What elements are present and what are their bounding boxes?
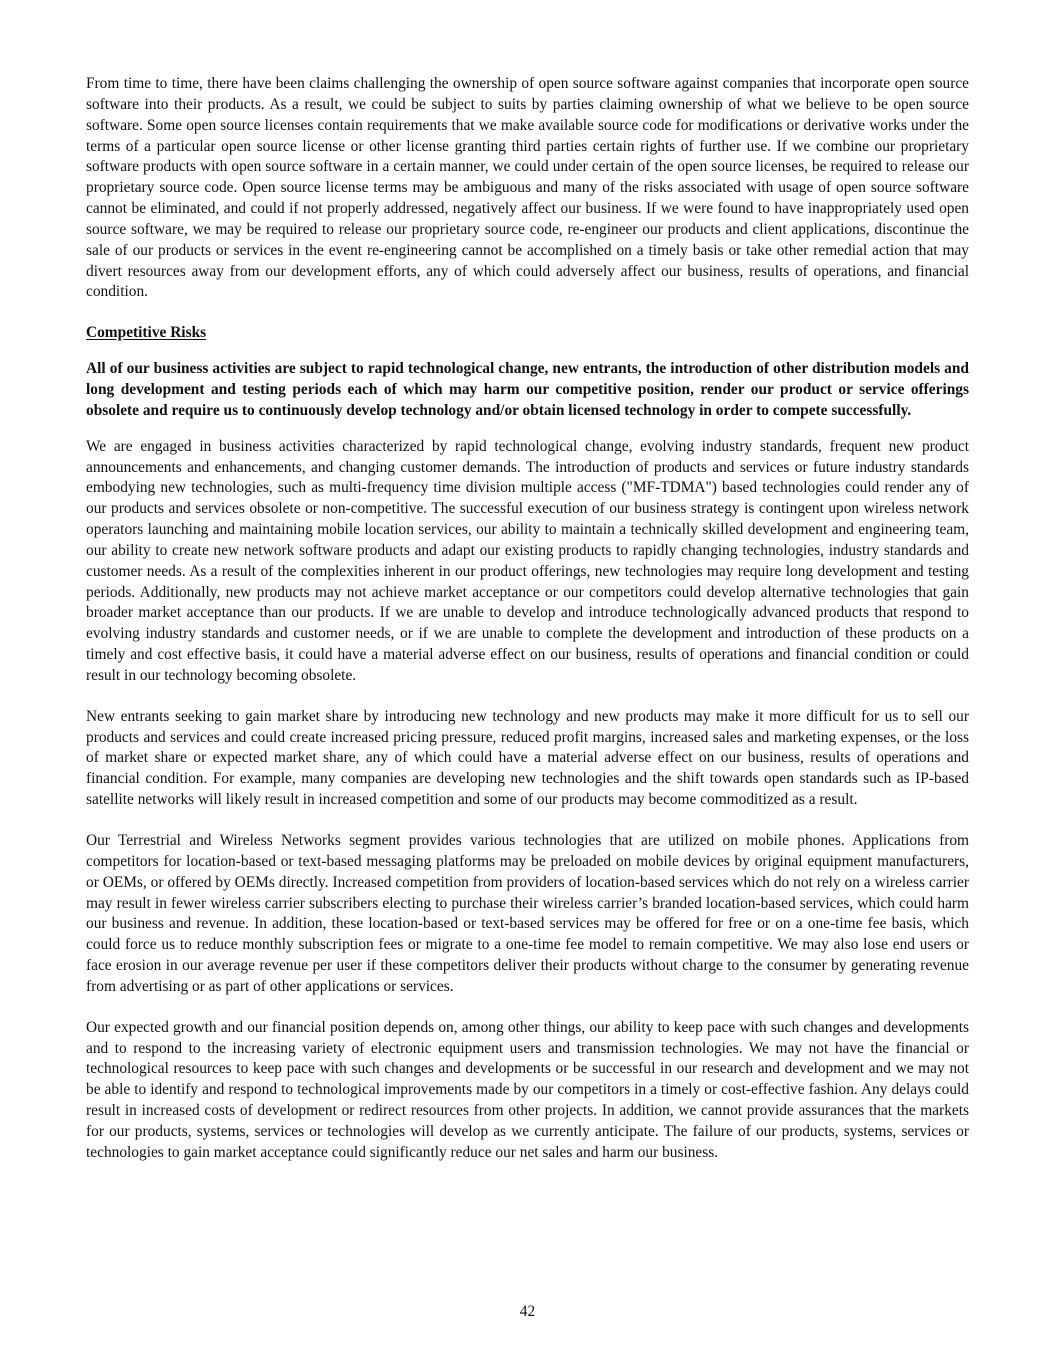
paragraph-open-source-claims: From time to time, there have been claims challenging the ownership of open source software against companies that incorporate open source software into their products. As a result, we could be subject to suits by parties claiming ownership of what we believe to be open source software. Some open source licenses contain requirements that we make available source code for modifications or derivative works under the terms of a particular open source license or other license granting third parties certain rights of further use. If we combine our proprietary software products with open source software in a certain manner, we could under certain of the open source licenses, be required to release our proprietary source code. Open source license terms may be ambiguous and many of the risks associated with usage of open source software cannot be eliminated, and could if not properly addressed, negatively affect our business. If we were found to have inappropriately used open source software, we may be required to release our proprietary source code, re-engineer our products and client applications, discontinue the sale of our products or services in the event re-engineering cannot be accomplished on a timely basis or take other remedial action that may divert resources away from our development efforts, any of which could adversely affect our business, results of operations, and financial condition. xyxy=(86,75,969,301)
section-heading: Competitive Risks xyxy=(86,324,207,342)
paragraph-terrestrial-wireless: Our Terrestrial and Wireless Networks segment provides various technologies that are utilized on mobile phones. Applications from competitors for location-based or text-based messaging platforms may be preloaded on mobile devices by original equipment manufacturers, or OEMs, or offered by OEMs directly. Increased competition from providers of location-based services which do not rely on a wireless carrier may result in fewer wireless carrier subscribers electing to purchase their wireless carrier’s branded location-based services, which could harm our business and revenue. In addition, these location-based or text-based services may be offered for free or on a one-time fee basis, which could force us to reduce monthly subscription fees or migrate to a one-time fee model to remain competitive. We may also lose end users or face erosion in our average revenue per user if these competitors deliver their products without charge to the consumer by generating revenue from advertising or as part of other applications or services. xyxy=(86,832,969,995)
paragraph-new-entrants: New entrants seeking to gain market share by introducing new technology and new products may make it more difficult for us to sell our products and services and could create increased pricing pressure, reduced profit margins, increased sales and marketing expenses, or the loss of market share or expected market share, any of which could have a material adverse effect on our business, results of operations and financial condition. For example, many companies are developing new technologies and the shift towards open standards such as IP-based satellite networks will likely result in increased competition and some of our products may become commoditized as a result. xyxy=(86,707,969,809)
paragraph-rapid-change: We are engaged in business activities characterized by rapid technological change, evolving industry standards, frequent new product announcements and enhancements, and changing customer demands. The introduction of products and services or future industry standards embodying new technologies, such as multi-frequency time division multiple access ("MF-TDMA") based technologies could render any of our products and services obsolete or non-competitive. The successful execution of our business strategy is contingent upon wireless network operators launching and maintaining mobile location services, our ability to maintain a technically skilled development and engineering team, our ability to create new network software products and adapt our existing products to rapidly changing technologies, industry standards and customer needs. As a result of the complexities inherent in our product offerings, new technologies may require long development and testing periods. Additionally, new products may not achieve market acceptance or our competitors could develop alternative technologies that gain broader market acceptance than our products. If we are unable to develop and introduce technologically advanced products that respond to evolving industry standards and customer needs, or if we are unable to complete the development and introduction of these products on a timely and cost effective basis, it could have a material adverse effect on our business, results of operations and financial condition or could result in our technology becoming obsolete. xyxy=(86,437,969,684)
risk-factor-heading: All of our business activities are subject to rapid technological change, new entrants, the introduction of other distribution models and long development and testing periods each of which may harm our competitive position, render our product or service offerings obsolete and require us to continuously develop technology and/or obtain licensed technology in order to compete successfully. xyxy=(86,360,969,419)
page-number: 42 xyxy=(519,1303,536,1320)
document-body xyxy=(86,74,969,1164)
paragraph-expected-growth: Our expected growth and our financial position depends on, among other things, our ability to keep pace with such changes and developments and to respond to the increasing variety of electronic equipment users and transmission technologies. We may not have the financial or technological resources to keep pace with such changes and developments or be successful in our research and development and we may not be able to identify and respond to technological improvements made by our competitors in a timely or cost-effective fashion. Any delays could result in increased costs of development or redirect resources from other projects. In addition, we cannot provide assurances that the markets for our products, systems, services or technologies will develop as we currently anticipate. The failure of our products, systems, services or technologies to gain market acceptance could significantly reduce our net sales and harm our business. xyxy=(86,1018,969,1161)
